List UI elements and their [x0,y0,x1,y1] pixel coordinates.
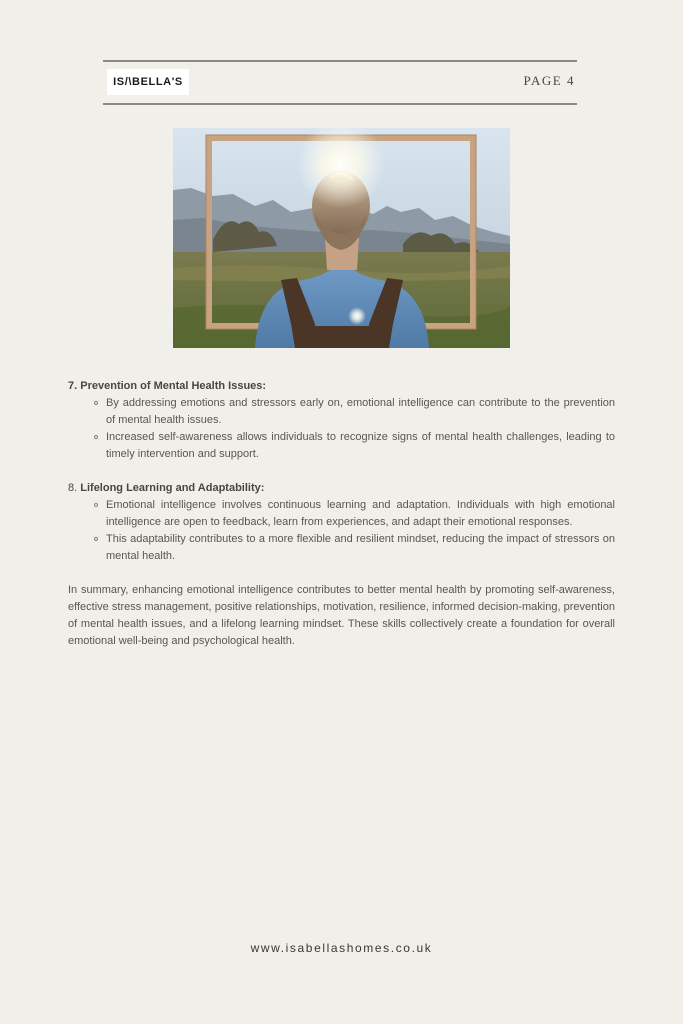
header-bottom-rule [103,103,577,105]
article-body [68,378,615,650]
footer-website-link[interactable]: www.isabellashomes.co.uk [250,941,433,955]
bullet-list [92,497,615,565]
bullet-list [92,395,615,463]
section-title: Lifelong Learning and Adaptability: [80,482,265,494]
list-item: Increased self-awareness allows individuals to recognize signs of mental health challenges, leading to timely intervention and support. [92,429,615,463]
list-item: Emotional intelligence involves continuous learning and adaptation. Individuals with high emotional intelligence are open to feedback, learn from experiences, and adapt their emotional responses. [92,497,615,531]
list-item: This adaptability contributes to a more flexible and resilient mindset, reducing the impact of stressors on mental health. [92,531,615,565]
section-number: 8. [68,482,78,494]
hero-photo [173,128,510,348]
section-heading [68,378,615,395]
section-title: Prevention of Mental Health Issues: [80,380,267,392]
page-number: PAGE 4 [523,73,575,88]
section-prevention [68,378,615,463]
header-top-rule [103,60,577,62]
section-lifelong-learning [68,480,615,565]
list-item: By addressing emotions and stressors early on, emotional intelligence can contribute to the prevention of mental health issues. [92,395,615,429]
section-number: 7. [68,380,78,392]
section-heading [68,480,615,497]
brand-logo: IS/\BELLA'S [107,69,189,95]
summary-paragraph: In summary, enhancing emotional intelligence contributes to better mental health by promoting self-awareness, effective stress management, positive relationships, motivation, resilience, informed decision-making, prevention of mental health issues, and a lifelong learning mindset. These skills collectively create a foundation for overall emotional well-being and psychological health. [68,584,615,647]
